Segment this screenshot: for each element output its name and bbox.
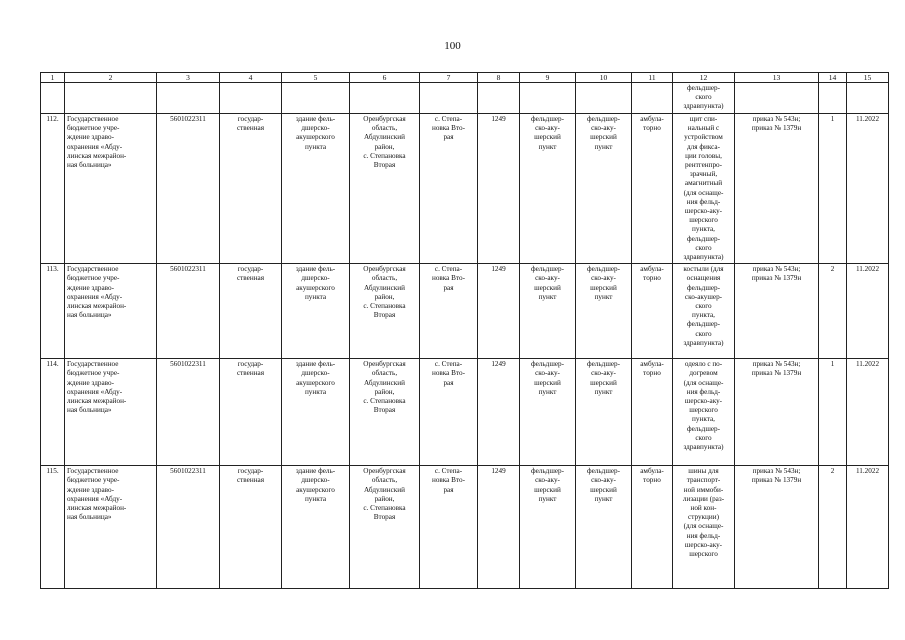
- table-cell-c11: амбула- торно: [632, 114, 673, 264]
- table-cell: [350, 83, 420, 114]
- table-cell-c14: 1: [819, 114, 847, 264]
- table-cell-c5: здание фель- дшерско- акушерского пункта: [282, 114, 350, 264]
- table-cell-c14: 2: [819, 264, 847, 359]
- table-cell-c11: амбула- торно: [632, 359, 673, 466]
- table-cell: фельдшер- ского здравпункта): [673, 83, 735, 114]
- table-cell-c10: фельдшер- ско-аку- шерский пункт: [576, 466, 632, 589]
- table-cell-c2: Государственное бюджетное учре- ждение здраво- охранения «Абду- линская межрайон- ная больница»: [65, 114, 157, 264]
- table-cell: [65, 83, 157, 114]
- table-cell-c4: государ- ственная: [220, 359, 282, 466]
- table-cell-c3: 5601022311: [157, 264, 220, 359]
- equipment-table: [40, 72, 889, 589]
- continuation-row: [41, 83, 889, 114]
- table-cell-c12: щит спи- нальный с устройством для фикса- ции головы, рентгенпро- зрачный, амагнитный (для оснаще- ния фельд- шерско-аку- шерского пункта, фельдшер- ского здравпункта): [673, 114, 735, 264]
- table-cell-c11: амбула- торно: [632, 264, 673, 359]
- table-cell-c6: Оренбургская область, Абдулинский район, с. Степановка Вторая: [350, 114, 420, 264]
- table-cell-c8: 1249: [478, 114, 520, 264]
- table-cell-c13: приказ № 543н; приказ № 1379н: [735, 466, 819, 589]
- table-cell-c9: фельдшер- ско-аку- шерский пункт: [520, 359, 576, 466]
- table-cell: [520, 83, 576, 114]
- table-cell-c7: с. Степа- новка Вто- рая: [420, 114, 478, 264]
- table-cell: [282, 83, 350, 114]
- table-cell-c13: приказ № 543н; приказ № 1379н: [735, 264, 819, 359]
- table-cell-c6: Оренбургская область, Абдулинский район, с. Степановка Вторая: [350, 359, 420, 466]
- table-cell-c15: 11.2022: [847, 466, 889, 589]
- table-cell-c14: 2: [819, 466, 847, 589]
- table-row: [41, 114, 889, 264]
- table-cell-c3: 5601022311: [157, 359, 220, 466]
- table-cell-c8: 1249: [478, 466, 520, 589]
- table-cell-c13: приказ № 543н; приказ № 1379н: [735, 114, 819, 264]
- table-cell-c7: с. Степа- новка Вто- рая: [420, 264, 478, 359]
- table-cell-c3: 5601022311: [157, 114, 220, 264]
- table-cell-c7: с. Степа- новка Вто- рая: [420, 466, 478, 589]
- table-cell-c15: 11.2022: [847, 114, 889, 264]
- table-cell-c1: 113.: [41, 264, 65, 359]
- column-number: 4: [220, 73, 282, 83]
- column-number: 9: [520, 73, 576, 83]
- table-cell-c5: здание фель- дшерско- акушерского пункта: [282, 264, 350, 359]
- table-cell: [735, 83, 819, 114]
- column-number: 12: [673, 73, 735, 83]
- table-cell-c13: приказ № 543н; приказ № 1379н: [735, 359, 819, 466]
- column-number: 15: [847, 73, 889, 83]
- table-cell-c2: Государственное бюджетное учре- ждение здраво- охранения «Абду- линская межрайон- ная больница»: [65, 359, 157, 466]
- column-number: 8: [478, 73, 520, 83]
- column-number: 11: [632, 73, 673, 83]
- column-number: 14: [819, 73, 847, 83]
- table-row: [41, 466, 889, 589]
- column-number: 6: [350, 73, 420, 83]
- table-cell: [632, 83, 673, 114]
- table-row: [41, 359, 889, 466]
- table-cell-c10: фельдшер- ско-аку- шерский пункт: [576, 114, 632, 264]
- table-cell: [576, 83, 632, 114]
- column-number: 5: [282, 73, 350, 83]
- table-cell-c8: 1249: [478, 264, 520, 359]
- table-cell-c7: с. Степа- новка Вто- рая: [420, 359, 478, 466]
- table-cell-c5: здание фель- дшерско- акушерского пункта: [282, 466, 350, 589]
- table-cell-c9: фельдшер- ско-аку- шерский пункт: [520, 264, 576, 359]
- table-cell: [819, 83, 847, 114]
- table-cell: [157, 83, 220, 114]
- table-cell: [220, 83, 282, 114]
- table-cell-c9: фельдшер- ско-аку- шерский пункт: [520, 466, 576, 589]
- table-cell-c4: государ- ственная: [220, 466, 282, 589]
- table-cell-c6: Оренбургская область, Абдулинский район, с. Степановка Вторая: [350, 466, 420, 589]
- table-cell-c15: 11.2022: [847, 359, 889, 466]
- table-cell-c10: фельдшер- ско-аку- шерский пункт: [576, 359, 632, 466]
- table-cell: [478, 83, 520, 114]
- table-cell-c12: одеяло с по- догревом (для оснаще- ния фельд- шерско-аку- шерского пункта, фельдшер- ского здравпункта): [673, 359, 735, 466]
- table-cell-c1: 112.: [41, 114, 65, 264]
- column-number: 1: [41, 73, 65, 83]
- table-cell-c11: амбула- торно: [632, 466, 673, 589]
- column-number-row: [41, 73, 889, 83]
- table-cell-c10: фельдшер- ско-аку- шерский пункт: [576, 264, 632, 359]
- table-cell: [41, 83, 65, 114]
- table-cell-c4: государ- ственная: [220, 114, 282, 264]
- table-cell-c2: Государственное бюджетное учре- ждение здраво- охранения «Абду- линская межрайон- ная больница»: [65, 264, 157, 359]
- table-cell-c3: 5601022311: [157, 466, 220, 589]
- column-number: 10: [576, 73, 632, 83]
- column-number: 3: [157, 73, 220, 83]
- table-cell-c1: 115.: [41, 466, 65, 589]
- table-cell-c14: 1: [819, 359, 847, 466]
- page-number: 100: [444, 40, 461, 52]
- table-cell-c9: фельдшер- ско-аку- шерский пункт: [520, 114, 576, 264]
- column-number: 13: [735, 73, 819, 83]
- table-cell-c4: государ- ственная: [220, 264, 282, 359]
- table-cell: [420, 83, 478, 114]
- table-cell-c15: 11.2022: [847, 264, 889, 359]
- table-cell: [847, 83, 889, 114]
- table-cell-c1: 114.: [41, 359, 65, 466]
- column-number: 7: [420, 73, 478, 83]
- column-number: 2: [65, 73, 157, 83]
- table-cell-c8: 1249: [478, 359, 520, 466]
- table-cell-c6: Оренбургская область, Абдулинский район, с. Степановка Вторая: [350, 264, 420, 359]
- table-cell-c2: Государственное бюджетное учре- ждение здраво- охранения «Абду- линская межрайон- ная больница»: [65, 466, 157, 589]
- table-cell-c5: здание фель- дшерско- акушерского пункта: [282, 359, 350, 466]
- table-row: [41, 264, 889, 359]
- table-cell-c12: костыли (для оснащения фельдшер- ско-акушер- ского пункта, фельдшер- ского здравпункта): [673, 264, 735, 359]
- table-cell-c12: шины для транспорт- ной иммоби- лизации (раз- ной кон- струкции) (для оснаще- ния фельд- шерско-аку- шерского: [673, 466, 735, 589]
